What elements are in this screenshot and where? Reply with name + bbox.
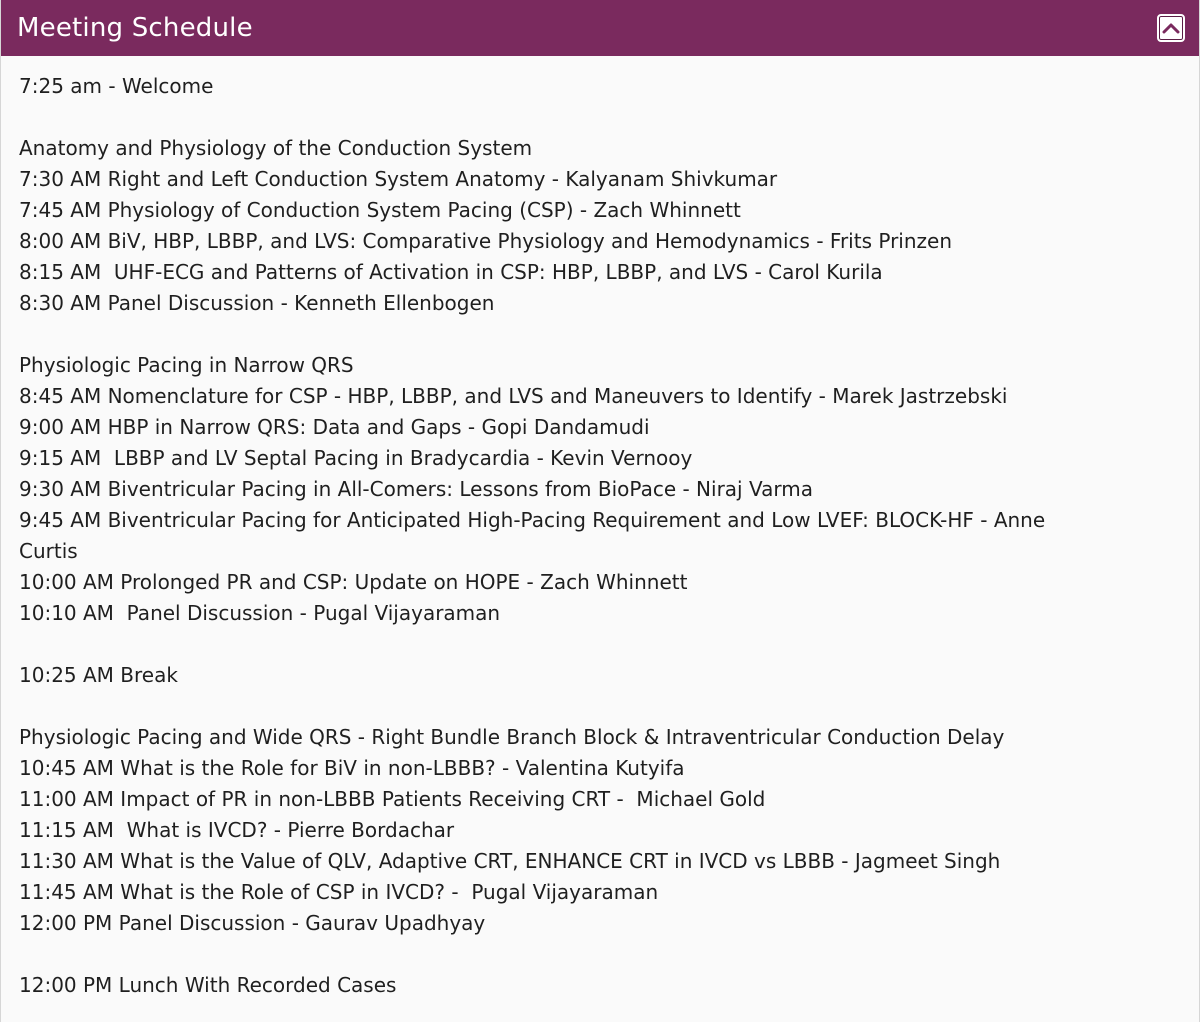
schedule-content [1,56,1199,1001]
schedule-line: 10:00 AM Prolonged PR and CSP: Update on HOPE - Zach Whinnett [19,570,688,594]
panel-title: Meeting Schedule [17,13,253,43]
schedule-line: 7:45 AM Physiology of Conduction System Pacing (CSP) - Zach Whinnett [19,198,741,222]
schedule-line: 8:15 AM UHF-ECG and Patterns of Activation in CSP: HBP, LBBP, and LVS - Carol Kurila [19,260,883,284]
panel-header[interactable] [1,0,1199,56]
schedule-line: 12:00 PM Lunch With Recorded Cases [19,973,397,997]
schedule-line: 8:00 AM BiV, HBP, LBBP, and LVS: Comparative Physiology and Hemodynamics - Frits Prinzen [19,229,952,253]
schedule-line: 10:10 AM Panel Discussion - Pugal Vijayaraman [19,601,501,625]
schedule-line: Physiologic Pacing and Wide QRS - Right Bundle Branch Block & Intraventricular Conduction Delay [19,725,1005,749]
blank-line [19,691,1181,722]
schedule-line: Anatomy and Physiology of the Conduction System [19,136,533,160]
blank-line [19,629,1181,660]
schedule-line: 9:15 AM LBBP and LV Septal Pacing in Bradycardia - Kevin Vernooy [19,446,693,470]
schedule-line: 7:25 am - Welcome [19,74,214,98]
schedule-line: 10:45 AM What is the Role for BiV in non-LBBB? - Valentina Kutyifa [19,756,685,780]
blank-line [19,102,1181,133]
schedule-line: 8:30 AM Panel Discussion - Kenneth Ellenbogen [19,291,495,315]
schedule-line: 11:30 AM What is the Value of QLV, Adaptive CRT, ENHANCE CRT in IVCD vs LBBB - Jagmeet Singh [19,849,1001,873]
blank-line [19,319,1181,350]
schedule-line: 10:25 AM Break [19,663,178,687]
schedule-line: 9:30 AM Biventricular Pacing in All-Comers: Lessons from BioPace - Niraj Varma [19,477,813,501]
schedule-line: 9:00 AM HBP in Narrow QRS: Data and Gaps - Gopi Dandamudi [19,415,650,439]
schedule-line: 8:45 AM Nomenclature for CSP - HBP, LBBP, and LVS and Maneuvers to Identify - Marek Jastrzebski [19,384,1008,408]
schedule-line: 11:00 AM Impact of PR in non-LBBB Patients Receiving CRT - Michael Gold [19,787,766,811]
schedule-line: Physiologic Pacing in Narrow QRS [19,353,354,377]
schedule-line: 11:45 AM What is the Role of CSP in IVCD? - Pugal Vijayaraman [19,880,659,904]
schedule-line: 7:30 AM Right and Left Conduction System Anatomy - Kalyanam Shivkumar [19,167,778,191]
schedule-line: 9:45 AM Biventricular Pacing for Anticipated High-Pacing Requirement and Low LVEF: BLOCK-HF - Anne [19,508,1046,532]
collapse-button[interactable] [1157,14,1185,42]
blank-line [19,939,1181,970]
schedule-line: 11:15 AM What is IVCD? - Pierre Bordachar [19,818,455,842]
schedule-line: Curtis [19,539,78,563]
chevron-up-icon [1162,21,1180,35]
schedule-line: 12:00 PM Panel Discussion - Gaurav Upadhyay [19,911,486,935]
